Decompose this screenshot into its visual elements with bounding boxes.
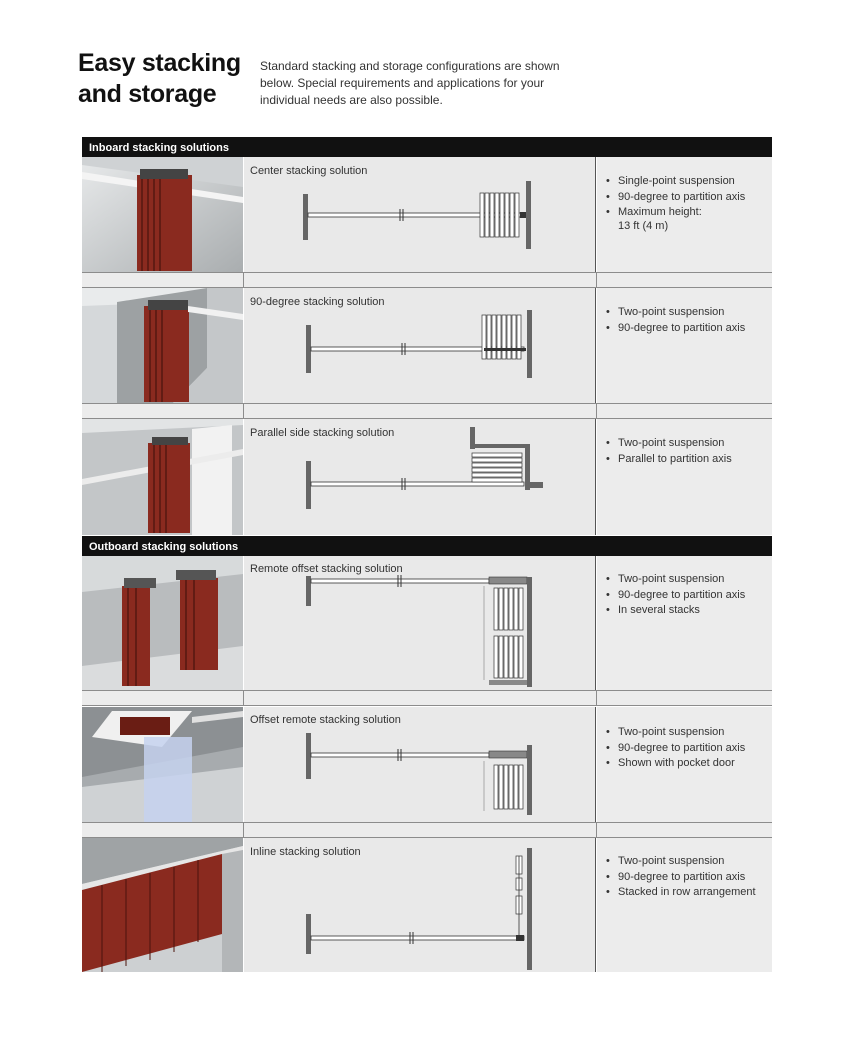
column-divider [595, 157, 596, 273]
diagram-parallel-side-stacking [244, 419, 595, 535]
column-divider [595, 556, 596, 690]
solution-label: Center stacking solution [250, 165, 368, 177]
column-divider [595, 419, 596, 535]
feature-item: • Two-point suspension [606, 854, 756, 870]
feature-item: • Parallel to partition axis [606, 452, 732, 468]
diagram-cell-offset-remote [244, 707, 595, 823]
photo-remote-offset-stacking [82, 556, 243, 690]
feature-item: • Single-point suspension [606, 174, 745, 190]
section-header-outboard: Outboard stacking solutions [82, 536, 772, 556]
diagram-remote-offset-stacking [244, 556, 595, 690]
feature-item: • Two-point suspension [606, 725, 745, 741]
row-separator [82, 822, 772, 838]
feature-item: • Shown with pocket door [606, 756, 745, 772]
feature-item: • In several stacks [606, 603, 745, 619]
title-line-2: and storage [78, 80, 217, 108]
row-separator [82, 403, 772, 419]
photo-parallel-side-stacking [82, 419, 243, 535]
feature-item: • 90-degree to partition axis [606, 741, 745, 757]
features-cell [597, 419, 772, 535]
feature-item: • 90-degree to partition axis [606, 870, 756, 886]
photo-center-stacking [82, 157, 243, 273]
diagram-cell-remote-offset [244, 556, 595, 690]
photo-90-degree-stacking [82, 288, 243, 404]
features-cell [597, 556, 772, 690]
feature-item: • Maximum height: [606, 205, 745, 221]
feature-item: • Two-point suspension [606, 572, 745, 588]
features-cell [597, 157, 772, 273]
photo-inline-stacking [82, 838, 243, 972]
diagram-inline-stacking [244, 838, 595, 972]
features-cell [597, 288, 772, 404]
solution-label: Offset remote stacking solution [250, 714, 401, 726]
diagram-cell-90-degree [244, 288, 595, 404]
feature-item: • 90-degree to partition axis [606, 321, 745, 337]
photo-offset-remote-stacking [82, 707, 243, 823]
column-divider [595, 707, 596, 823]
diagram-offset-remote-stacking [244, 707, 595, 823]
title-line-1: Easy stacking [78, 49, 241, 77]
diagram-cell-parallel-side [244, 419, 595, 535]
feature-list [606, 174, 745, 221]
row-separator [82, 690, 772, 706]
column-divider [595, 838, 596, 972]
feature-list [606, 436, 732, 467]
diagram-cell-center [244, 157, 595, 273]
features-cell [597, 707, 772, 823]
features-cell [597, 838, 772, 972]
feature-list [606, 725, 745, 772]
feature-item: • 90-degree to partition axis [606, 588, 745, 604]
diagram-90-degree-stacking [244, 288, 595, 404]
solution-label: Parallel side stacking solution [250, 427, 395, 439]
solution-label: 90-degree stacking solution [250, 296, 385, 308]
row-separator [82, 272, 772, 288]
solution-label: Remote offset stacking solution [250, 563, 403, 575]
feature-item: • Two-point suspension [606, 436, 732, 452]
column-divider [595, 288, 596, 404]
feature-list [606, 572, 745, 619]
section-header-inboard: Inboard stacking solutions [82, 137, 772, 157]
intro-paragraph: Standard stacking and storage configurations are shown below. Special requirements and applications for your individual needs are also possible. [260, 59, 560, 107]
feature-item-continuation: 13 ft (4 m) [618, 220, 669, 232]
feature-list [606, 305, 745, 336]
diagram-center-stacking [244, 157, 595, 273]
feature-item: • Two-point suspension [606, 305, 745, 321]
feature-list [606, 854, 756, 901]
diagram-cell-inline [244, 838, 595, 972]
feature-item: • Stacked in row arrangement [606, 885, 756, 901]
page-title [78, 48, 241, 110]
solution-label: Inline stacking solution [250, 846, 361, 858]
feature-item: • 90-degree to partition axis [606, 190, 745, 206]
